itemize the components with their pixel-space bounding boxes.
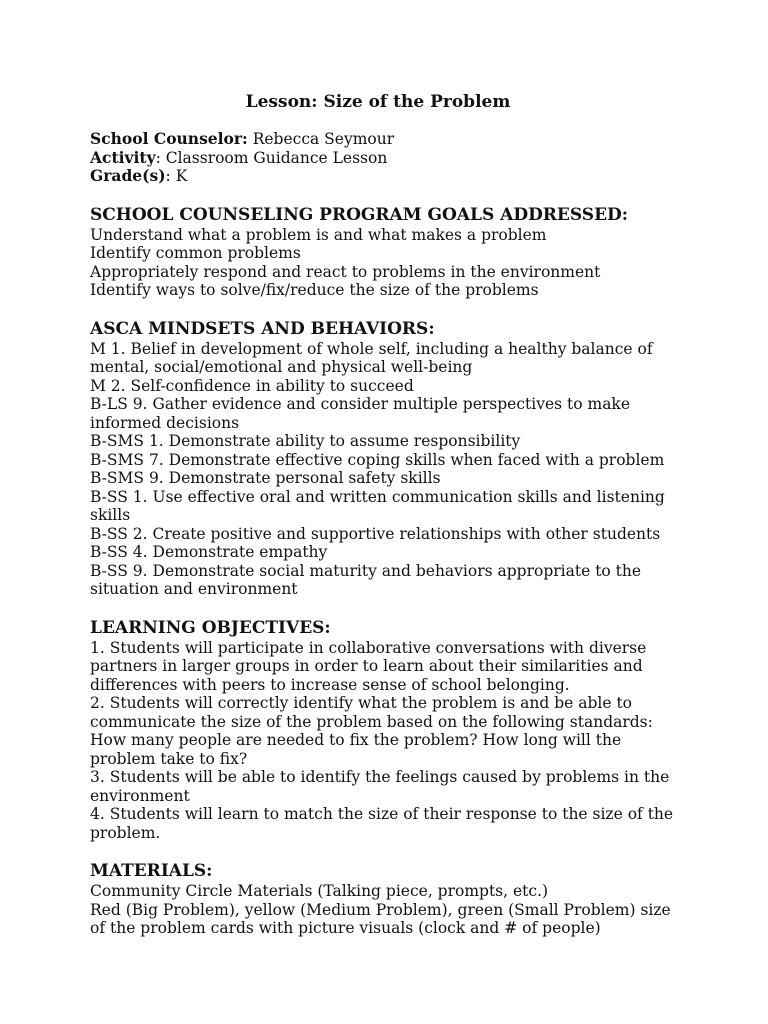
objectives-heading: LEARNING OBJECTIVES:	[90, 617, 331, 638]
asca-item: B-SS 2. Create positive and supportive relationships with other students	[90, 524, 661, 543]
document-page	[90, 90, 690, 938]
goal-item: Understand what a problem is and what makes a problem	[90, 225, 547, 244]
goal-item: Identify ways to solve/fix/reduce the size of the problems	[90, 281, 539, 299]
material-item: Red (Big Problem), yellow (Medium Problem), green (Small Problem) size of the problem cards with picture visuals (clock and # of people)	[90, 900, 671, 937]
asca-heading: ASCA MINDSETS AND BEHAVIORS:	[90, 318, 435, 339]
counselor-label: School Counselor:	[90, 129, 248, 148]
asca-item: B-SS 1. Use effective oral and written communication skills and listening skills	[90, 487, 665, 524]
grades-value: : K	[165, 167, 188, 185]
asca-item: B-SS 4. Demonstrate empathy	[90, 543, 328, 561]
goal-item: Appropriately respond and react to problems in the environment	[90, 262, 601, 281]
material-item: Community Circle Materials (Talking piece, prompts, etc.)	[90, 882, 549, 900]
asca-item: B-SMS 7. Demonstrate effective coping skills when faced with a problem	[90, 450, 665, 469]
asca-item: B-SMS 1. Demonstrate ability to assume responsibility	[90, 432, 521, 450]
asca-item: M 1. Belief in development of whole self, including a healthy balance of mental, social/emotional and physical well-being	[90, 339, 653, 376]
asca-item: M 2. Self-confidence in ability to succeed	[90, 376, 414, 395]
activity-label: Activity	[90, 147, 156, 167]
activity-line	[90, 149, 690, 168]
materials-section	[90, 860, 690, 938]
grades-label: Grade(s)	[90, 166, 166, 185]
objective-item: 3. Students will be able to identify the feelings caused by problems in the environment	[90, 768, 670, 805]
objective-item: 2. Students will correctly identify what the problem is and be able to communicate the size of the problem based on the following standards: How many people are needed to fix the problem? How long will the problem take to fix?	[90, 694, 653, 768]
asca-item: B-SS 9. Demonstrate social maturity and behaviors appropriate to the situation and environment	[90, 561, 642, 598]
asca-item: B-LS 9. Gather evidence and consider multiple perspectives to make informed decisions	[90, 395, 630, 432]
page-title: Lesson: Size of the Problem	[245, 92, 511, 112]
asca-section	[90, 318, 690, 599]
counselor-value: Rebecca Seymour	[247, 130, 395, 148]
asca-item: B-SMS 9. Demonstrate personal safety skills	[90, 469, 441, 487]
grades-line	[90, 167, 690, 186]
goal-item: Identify common problems	[90, 244, 301, 262]
goals-heading: SCHOOL COUNSELING PROGRAM GOALS ADDRESSED:	[90, 204, 629, 225]
objective-item: 1. Students will participate in collaborative conversations with diverse partners in larger groups in order to learn about their similarities and differences with peers to increase sense of school belonging.	[90, 638, 647, 694]
materials-heading: MATERIALS:	[90, 861, 213, 881]
goals-section	[90, 204, 690, 300]
objective-item: 4. Students will learn to match the size of their response to the size of the problem.	[90, 805, 674, 842]
counselor-line	[90, 130, 690, 149]
activity-value: : Classroom Guidance Lesson	[155, 148, 388, 167]
objectives-section	[90, 617, 690, 843]
lesson-meta	[90, 130, 690, 186]
